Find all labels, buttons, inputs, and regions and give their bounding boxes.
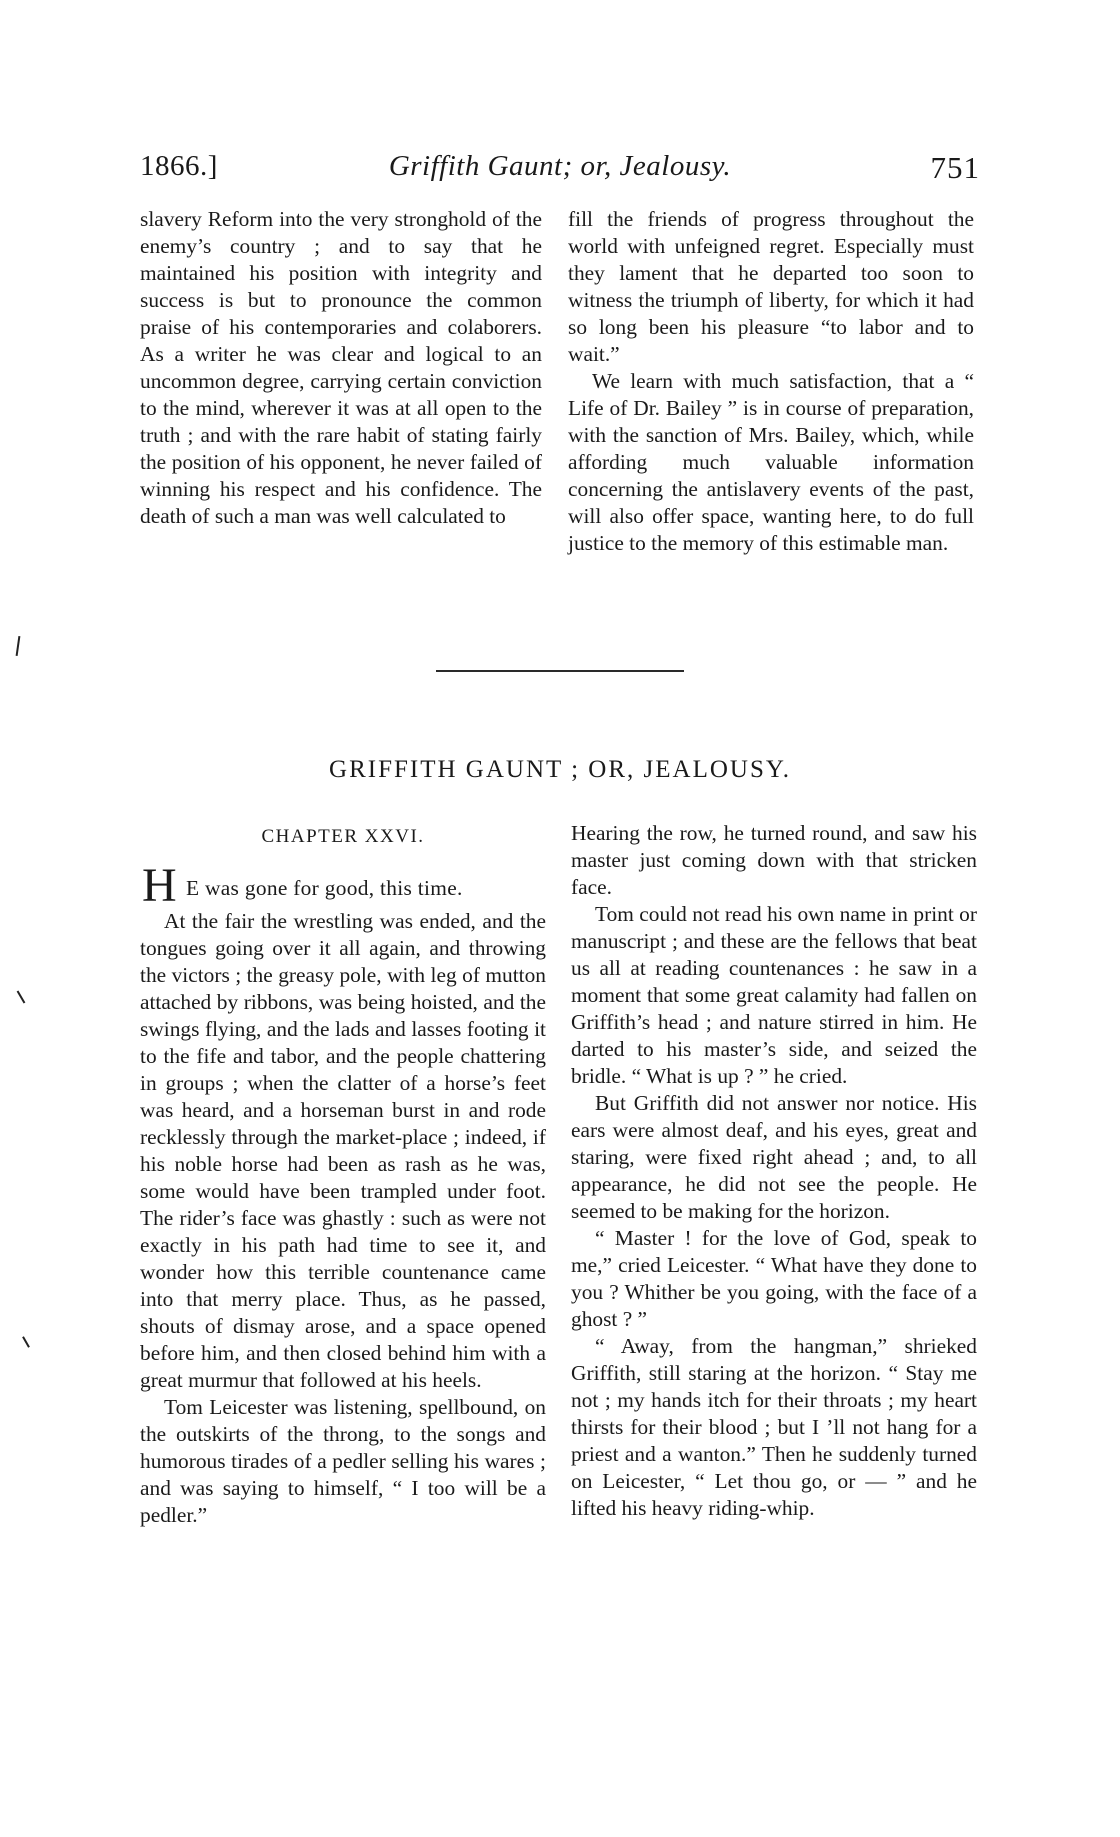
margin-mark <box>22 1336 30 1347</box>
paragraph: Hearing the row, he turned round, and saw his master just coming down with that stricken face. <box>571 821 977 899</box>
margin-mark <box>16 636 21 656</box>
story-title: GRIFFITH GAUNT ; OR, JEALOUSY. <box>329 756 791 783</box>
section-divider-rule <box>436 670 684 672</box>
chapter-heading: CHAPTER XXVI. <box>261 826 425 847</box>
paragraph: At the fair the wrestling was ended, and the tongues going over it all again, and throwing the victors ; the greasy pole, with leg of mutton attached by ribbons, was being hoisted, and the swings flying, and the lads and lasses footing it to the fife and tabor, and the people chattering in groups ; when the clatter of a horse’s feet was heard, and a horseman burst in and rode recklessly through the market-place ; indeed, if his noble horse had been as rash as he was, some would have been trampled under foot. The rider’s face was ghastly : such as were not exactly in his path had time to see it, and wonder how this terrible countenance came into that merry place. Thus, as he passed, shouts of dismay arose, and a space opened before him, and then closed behind him with a great murmur that followed at his heels. <box>140 909 546 1392</box>
story-left-column <box>140 908 546 1529</box>
paragraph: We learn with much satisfaction, that a “ Life of Dr. Bailey ” is in course of preparation, with the sanction of Mrs. Bailey, which, while affording much valuable information concerning the antislavery events of the past, will also offer space, wanting here, to do full justice to the memory of this estimable man. <box>568 369 974 555</box>
paragraph: But Griffith did not answer nor notice. His ears were almost deaf, and his eyes, great and staring, were fixed right ahead ; and, to all appearance, he did not see the people. He seemed to be making for the horizon. <box>571 1091 977 1223</box>
previous-article-left-column <box>140 206 542 530</box>
story-right-column <box>571 820 977 1522</box>
paragraph: fill the friends of progress throughout the world with unfeigned regret. Especially must they lament that he departed too soon to witness the triumph of liberty, for which it had so long been his pleasure “to labor and to wait.” <box>568 207 974 366</box>
header-date: 1866.] <box>140 150 218 182</box>
opening-text: E was gone for good, this time. <box>186 876 463 900</box>
margin-mark <box>17 990 26 1003</box>
paragraph: Tom could not read his own name in print or manuscript ; and these are the fellows that beat us all at reading countenances : he saw in a moment that some great calamity had fallen on Griffith’s head ; and nature stirred in him. He darted to his master’s side, and seized the bridle. “ What is up ? ” he cried. <box>571 902 977 1088</box>
previous-article-right-column <box>568 206 974 557</box>
opening-line <box>142 859 542 912</box>
drop-cap: H <box>142 859 177 912</box>
running-header <box>140 148 980 192</box>
paragraph: slavery Reform into the very stronghold of the enemy’s country ; and to say that he maintained his position with integrity and success is but to pronounce the common praise of his contemporaries and colaborers. As a writer he was clear and logical to an uncommon degree, carrying certain conviction to the mind, wherever it was at all open to the truth ; and with the rare habit of stating fairly the position of his opponent, he never failed of winning his respect and his confidence. The death of such a man was well calculated to <box>140 207 542 528</box>
paragraph: “ Away, from the hangman,” shrieked Griffith, still staring at the horizon. “ Stay me not ; my hands itch for their throats ; my heart thirsts for their blood ; but I ’ll not hang for a priest and a wanton.” Then he suddenly turned on Leicester, “ Let thou go, or — ” and he lifted his heavy riding-whip. <box>571 1334 977 1520</box>
header-running-title: Griffith Gaunt; or, Jealousy. <box>388 150 732 182</box>
paragraph: Tom Leicester was listening, spellbound, on the outskirts of the throng, to the songs and humorous tirades of a pedler selling his wares ; and was saying to himself, “ I too will be a pedler.” <box>140 1395 546 1527</box>
paragraph: “ Master ! for the love of God, speak to me,” cried Leicester. “ What have they done to you ? Whither be you going, with the face of a ghost ? ” <box>571 1226 977 1331</box>
page-number: 751 <box>930 150 980 185</box>
